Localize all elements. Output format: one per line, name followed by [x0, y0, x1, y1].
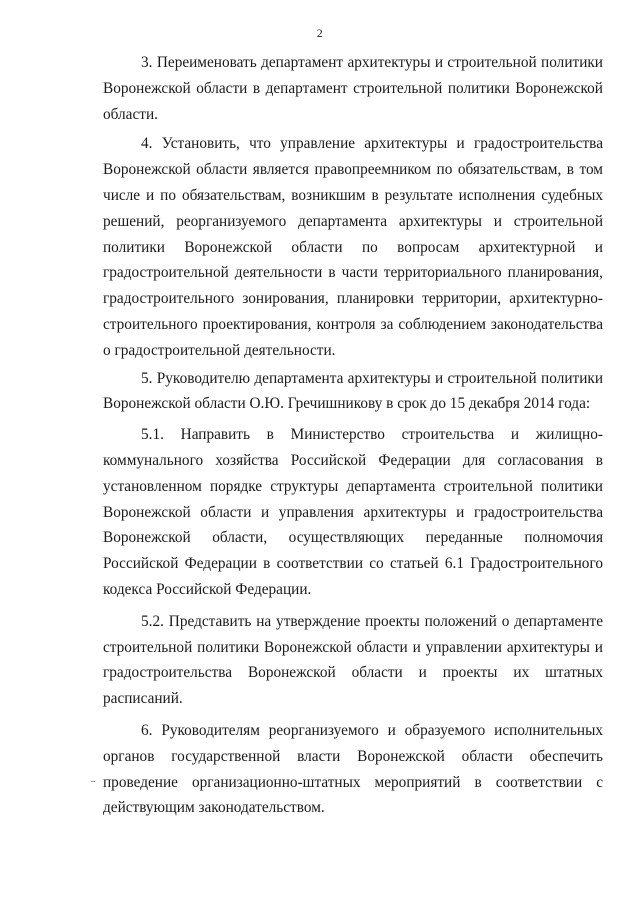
paragraph-5-1-send-to-ministry: 5.1. Направить в Министерство строительства и жилищно-коммунального хозяйства Российской Федерации для согласования в установленном порядке структуры департамента строительной политики Воронежской области и управления архитектуры и градостроительства Воронежской области, осуществляющих переданные полномочия Российской Федерации в соответствии со статьей 6.1 Градостроительного кодекса Российской Федерации. — [103, 426, 603, 598]
paragraph-5-head-instructions: 5. Руководителю департамента архитектуры и строительной политики Воронежской области О.Ю. Гречишникову в срок до 15 декабря 2014 года: — [103, 369, 603, 413]
paragraph-6-staff-measures: 6. Руководителям реорганизуемого и образуемого исполнительных органов государственной власти Воронежской области обеспечить проведение организационно-штатных мероприятий в соответствии с действующим законодательством. — [103, 721, 603, 817]
paragraph-3-rename-department: 3. Переименовать департамент архитектуры и строительной политики Воронежской области в департамент строительной политики Воронежской области. — [103, 54, 603, 123]
paragraph-5-2-submit-drafts: 5.2. Представить на утверждение проекты положений о департаменте строительной политики Воронежской области и управлении архитектуры и градостроительства Воронежской области и проекты их штатных расписаний. — [103, 612, 603, 708]
paragraph-4-legal-successor: 4. Установить, что управление архитектуры и градостроительства Воронежской области является правопреемником по обязательствам, в том числе и по обязательствам, возникшим в результате исполнения судебных решений, реорганизуемого департамента архитектуры и строительной политики Воронежской области по вопросам архитектурной и градостроительной деятельности в части территориального планирования, градостроительного зонирования, планировки территории, архитектурно-строительного проектирования, контроля за соблюдением законодательства о градостроительной деятельности. — [103, 135, 603, 359]
scan-speck — [91, 781, 95, 782]
page-number: 2 — [316, 26, 324, 40]
document-body — [103, 50, 603, 821]
